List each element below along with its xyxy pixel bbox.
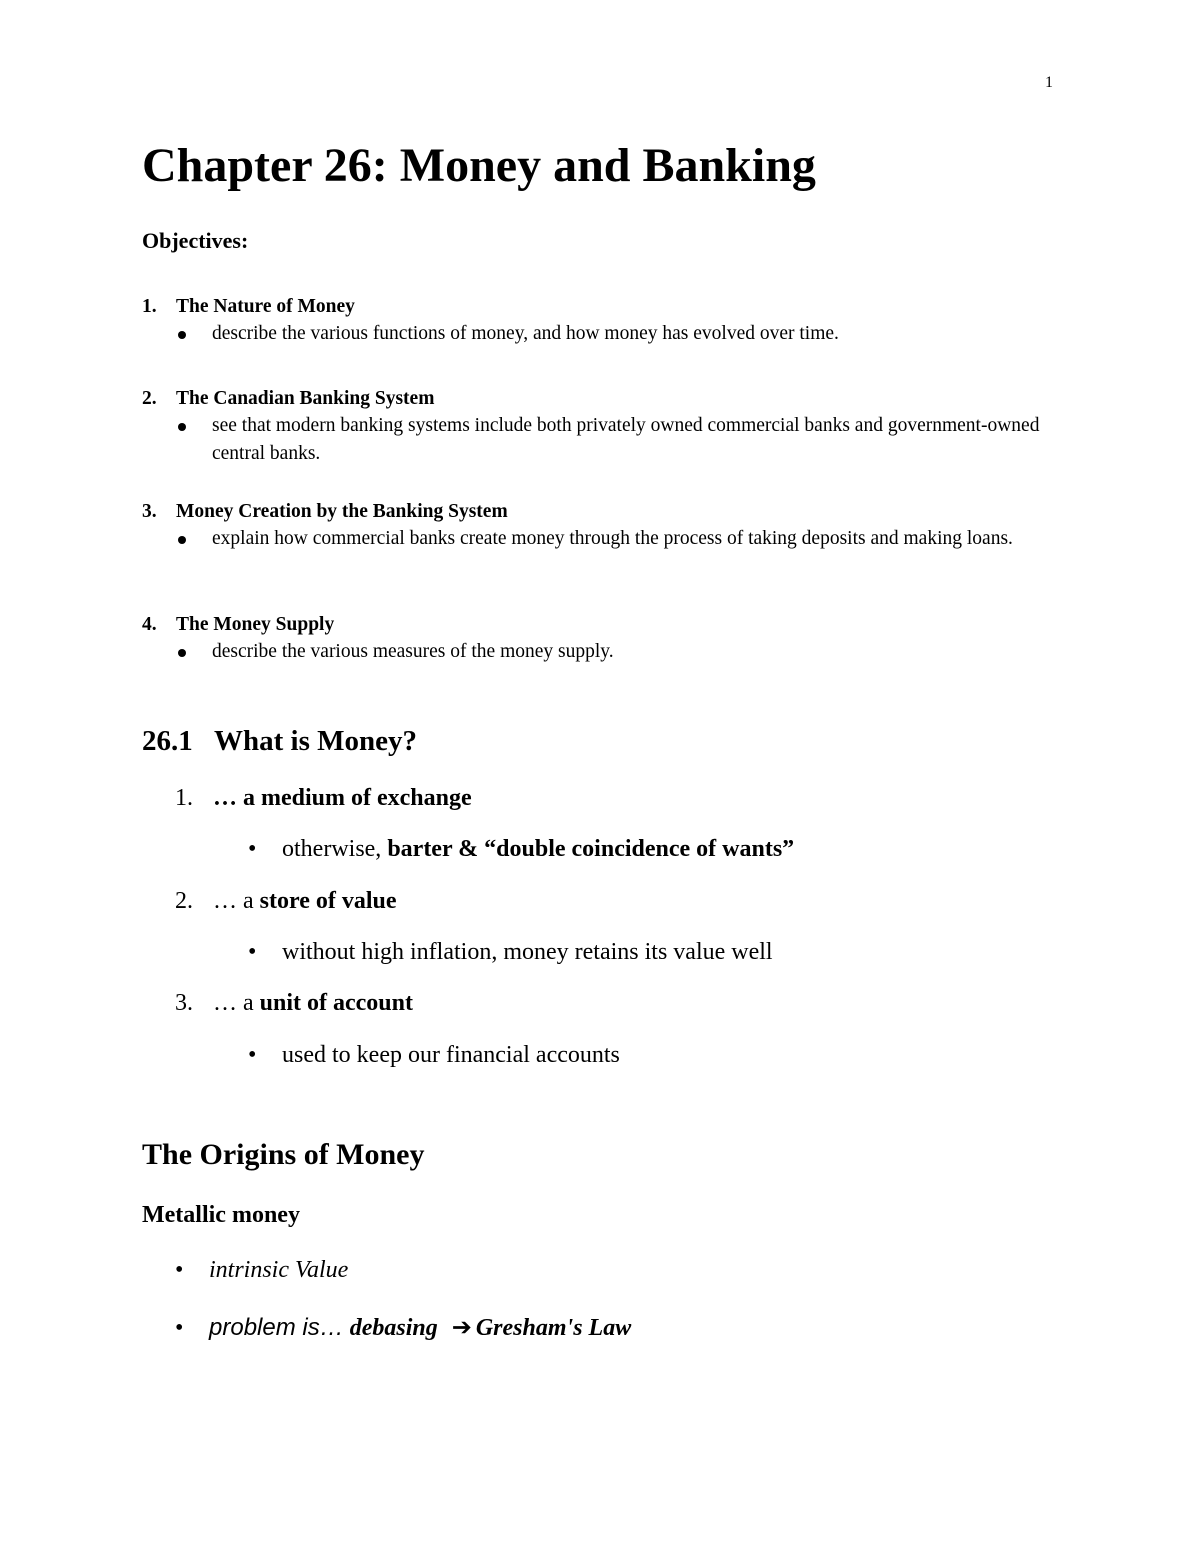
objective-item xyxy=(142,499,1072,553)
function-number: 3. xyxy=(175,990,193,1016)
objective-item xyxy=(142,612,1072,666)
debasing-term: debasing xyxy=(349,1315,438,1341)
problem-text: problem is… xyxy=(209,1314,344,1341)
bullet-icon xyxy=(178,649,186,657)
function-detail-term: barter & “double coincidence of wants” xyxy=(387,836,795,862)
function-prefix: … a xyxy=(213,888,260,914)
objective-description: describe the various measures of the money supply. xyxy=(212,641,614,662)
bullet-icon xyxy=(178,536,186,544)
objective-description: explain how commercial banks create money through the process of taking deposits and making loans. xyxy=(212,528,1013,549)
function-term: medium of exchange xyxy=(261,785,472,811)
section-heading xyxy=(142,725,417,758)
origins-heading: The Origins of Money xyxy=(142,1138,425,1171)
function-item xyxy=(175,785,472,812)
greshams-law-term: Gresham's Law xyxy=(475,1315,632,1341)
function-detail xyxy=(248,939,773,966)
bullet-icon: • xyxy=(175,1257,184,1283)
function-number: 1. xyxy=(175,785,193,811)
objective-description: see that modern banking systems include both privately owned commercial banks and government-owned central banks. xyxy=(212,415,1040,464)
objective-title: The Canadian Banking System xyxy=(176,388,435,409)
objective-number: 4. xyxy=(142,614,157,635)
section-number: 26.1 xyxy=(142,725,193,757)
objective-number: 1. xyxy=(142,296,157,317)
function-detail-text: used to keep our financial accounts xyxy=(282,1042,620,1068)
objective-title: The Nature of Money xyxy=(176,296,355,317)
function-detail-text: without high inflation, money retains its value well xyxy=(282,939,773,965)
objective-number: 3. xyxy=(142,501,157,522)
section-title: What is Money? xyxy=(214,725,417,757)
intrinsic-value-text: intrinsic Value xyxy=(209,1257,349,1283)
chapter-title: Chapter 26: Money and Banking xyxy=(142,139,816,192)
function-detail-text: otherwise, xyxy=(282,836,388,862)
objective-item xyxy=(142,294,1072,348)
function-prefix: … a xyxy=(213,785,261,811)
metallic-money-heading: Metallic money xyxy=(142,1202,300,1228)
metallic-bullet xyxy=(175,1257,348,1284)
function-prefix: … a xyxy=(213,990,260,1016)
arrow-right-icon: ➔ xyxy=(451,1315,472,1341)
objectives-heading: Objectives: xyxy=(142,228,249,253)
objective-title: Money Creation by the Banking System xyxy=(176,501,508,522)
metallic-bullet xyxy=(175,1313,631,1342)
objective-description: describe the various functions of money, and how money has evolved over time. xyxy=(212,323,839,344)
page-number: 1 xyxy=(1045,74,1053,91)
bullet-icon xyxy=(178,331,186,339)
objective-item xyxy=(142,386,1072,468)
bullet-icon: • xyxy=(248,1042,257,1068)
objective-title: The Money Supply xyxy=(176,614,335,635)
bullet-icon: • xyxy=(248,939,257,965)
function-term: unit of account xyxy=(259,990,413,1016)
function-number: 2. xyxy=(175,888,193,914)
objective-number: 2. xyxy=(142,388,157,409)
function-term: store of value xyxy=(259,888,397,914)
bullet-icon: • xyxy=(175,1315,184,1341)
bullet-icon: • xyxy=(248,836,257,862)
function-detail xyxy=(248,1042,620,1069)
function-detail xyxy=(248,836,794,863)
bullet-icon xyxy=(178,423,186,431)
function-item xyxy=(175,888,397,915)
function-item xyxy=(175,990,413,1017)
